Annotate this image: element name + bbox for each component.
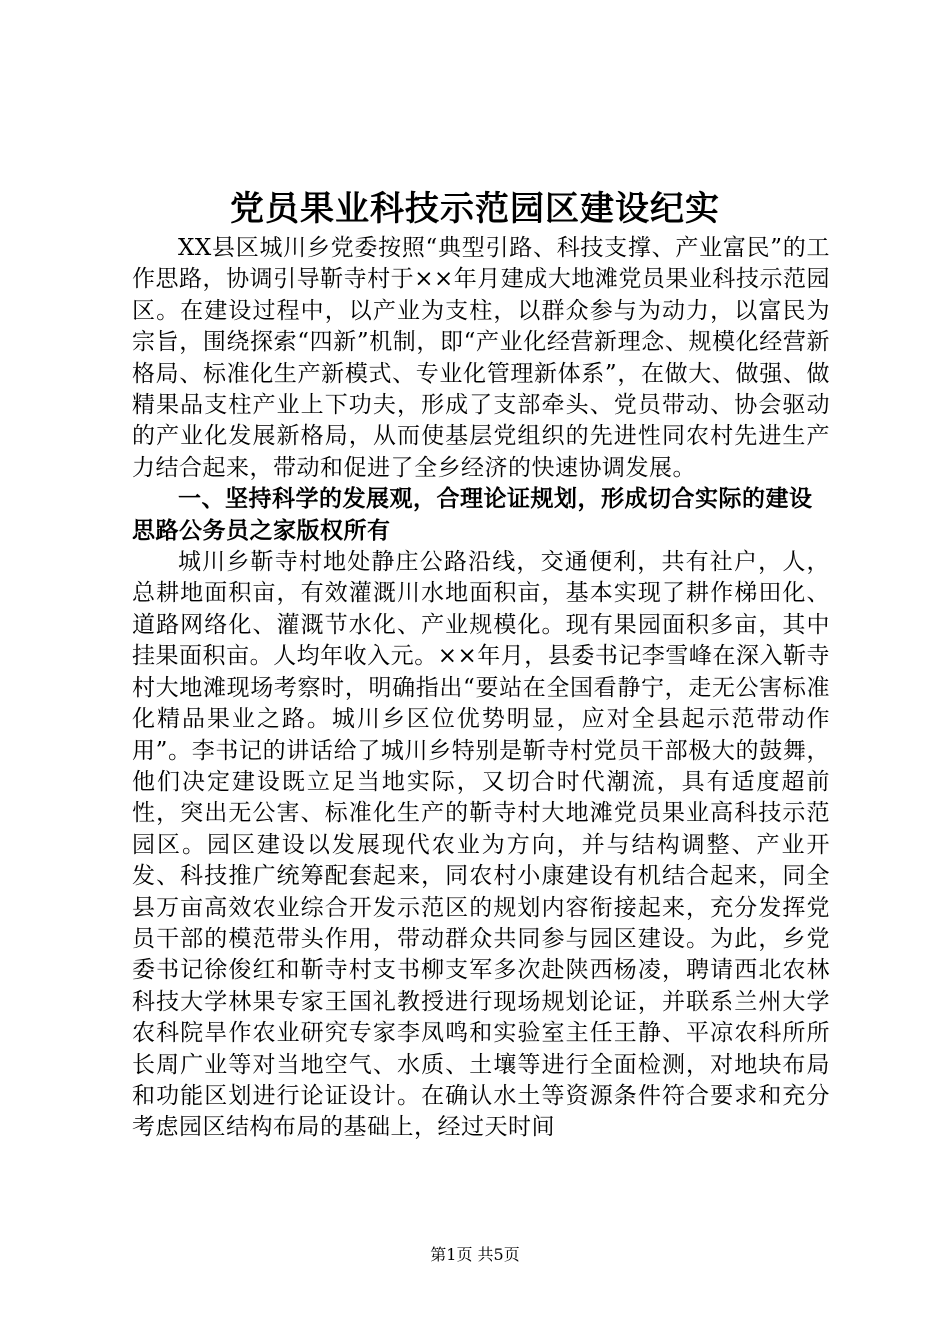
document-body xyxy=(132,233,830,1144)
section-paragraph: 城川乡靳寺村地处静庄公路沿线，交通便利，共有社户，人，总耕地面积亩，有效灌溉川水地面积亩，基本实现了耕作梯田化、道路网络化、灌溉节水化、产业规模化。现有果园面积多亩，其中挂果面积亩。人均年收入元。××年月，县委书记李雪峰在深入靳寺村大地滩现场考察时，明确指出“要站在全国看静宁，走无公害标准化精品果业之路。城川乡区位优势明显，应对全县起示范带动作用”。李书记的讲话给了城川乡特别是靳寺村党员干部极大的鼓舞，他们决定建设既立足当地实际，又切合时代潮流，具有适度超前性，突出无公害、标准化生产的靳寺村大地滩党员果业高科技示范园区。园区建设以发展现代农业为方向，并与结构调整、产业开发、科技推广统筹配套起来，同农村小康建设有机结合起来，同全县万亩高效农业综合开发示范区的规划内容衔接起来，充分发挥党员干部的模范带头作用，带动群众共同参与园区建设。为此，乡党委书记徐俊红和靳寺村支书柳支军多次赴陕西杨凌，聘请西北农林科技大学林果专家王国礼教授进行现场规划论证，并联系兰州大学农科院旱作农业研究专家李凤鸣和实验室主任王静、平凉农科所所长周广业等对当地空气、水质、土壤等进行全面检测，对地块布局和功能区划进行论证设计。在确认水土等资源条件符合要求和充分考虑园区结构布局的基础上，经过天时间 xyxy=(132,549,830,1141)
document-title: 党员果业科技示范园区建设纪实 xyxy=(230,189,720,229)
intro-paragraph: XX县区城川乡党委按照“典型引路、科技支撑、产业富民”的工作思路，协调引导靳寺村于××年月建成大地滩党员果业科技示范园区。在建设过程中，以产业为支柱，以群众参与为动力，以富民为宗旨，围绕探索“四新”机制，即“产业化经营新理念、规模化经营新格局、标准化生产新模式、专业化管理新体系”，在做大、做强、做精果品支柱产业上下功夫，形成了支部牵头、党员带动、协会驱动的产业化发展新格局，从而使基层党组织的先进性同农村先进生产力结合起来，带动和促进了全乡经济的快速协调发展。 xyxy=(132,235,830,481)
page-footer: 第1页 共5页 xyxy=(430,1245,520,1264)
section-heading: 一、坚持科学的发展观，合理论证规划，形成切合实际的建设思路公务员之家版权所有 xyxy=(132,486,813,544)
